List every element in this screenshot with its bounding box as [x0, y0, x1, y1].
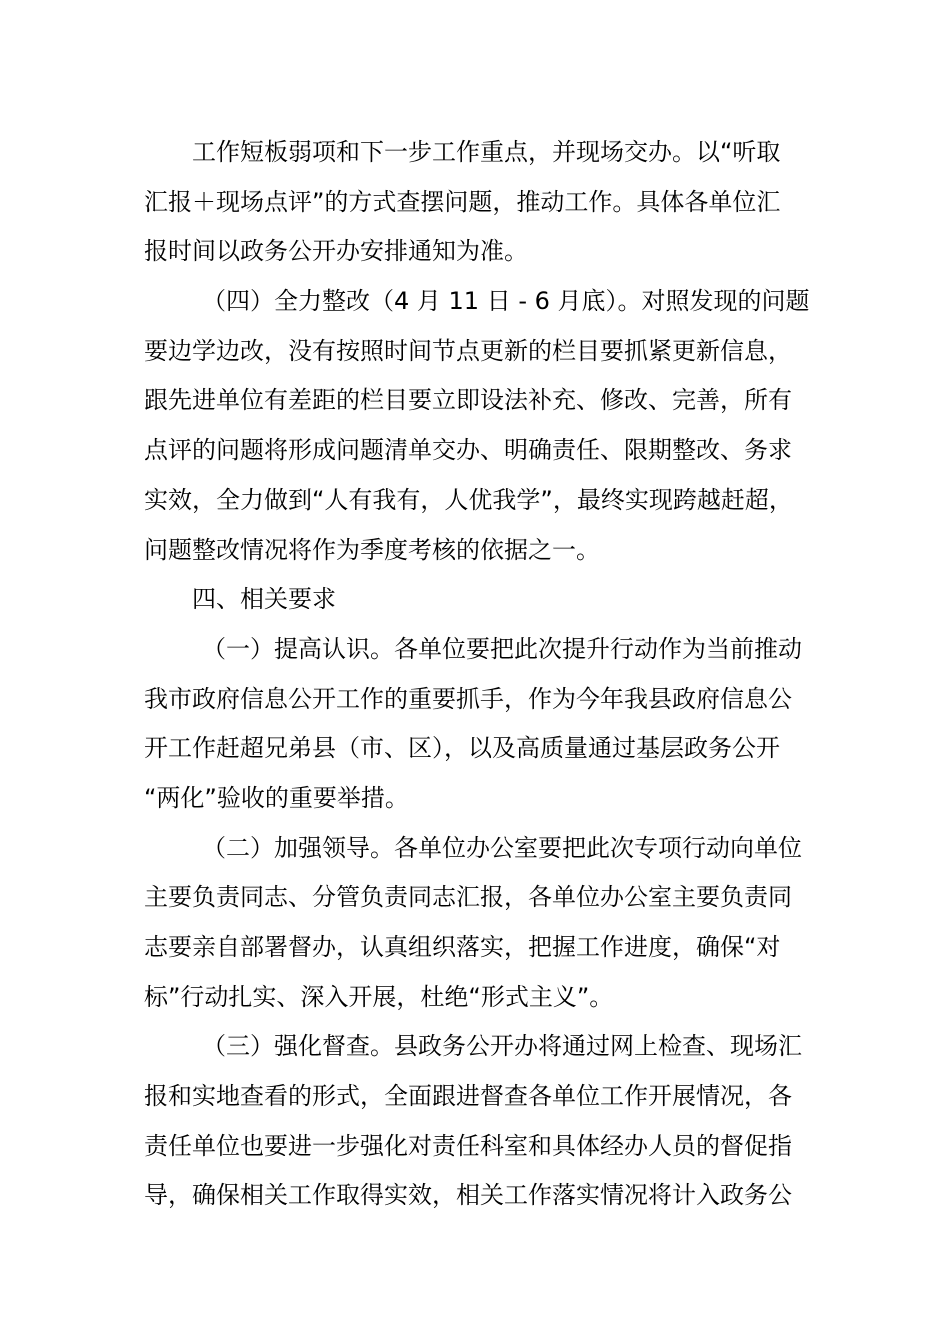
text-line: 跟先进单位有差距的栏目要立即设法补充、修改、完善，所有 [144, 386, 792, 415]
text-line: （一）提高认识。各单位要把此次提升行动作为当前推动 [202, 634, 802, 663]
text-line: 点评的问题将形成问题清单交办、明确责任、限期整改、务求 [144, 436, 792, 465]
text-line: 要边学边改，没有按照时间节点更新的栏目要抓紧更新信息， [144, 336, 792, 365]
document-body [144, 128, 816, 1221]
section-heading: 四、相关要求 [192, 585, 336, 614]
text-line: 工作短板弱项和下一步工作重点，并现场交办。以“听取 [192, 138, 781, 166]
text-line: 标”行动扎实、深入开展，杜绝“形式主义”。 [144, 982, 614, 1011]
text-line: “两化”验收的重要举措。 [144, 783, 409, 812]
text-line: 志要亲自部署督办，认真组织落实，把握工作进度，确保“对 [144, 933, 781, 961]
text-line: 实效，全力做到“人有我有，人优我学”，最终实现跨越赶超， [144, 485, 793, 514]
text-line: 报和实地查看的形式，全面跟进督查各单位工作开展情况，各 [144, 1082, 792, 1111]
text-line: （四）全力整改（4 月 11 日 - 6 月底）。对照发现的问题 [202, 287, 810, 316]
text-line: 导，确保相关工作取得实效，相关工作落实情况将计入政务公 [144, 1181, 792, 1210]
text-line: 问题整改情况将作为季度考核的依据之一。 [144, 535, 600, 564]
text-line: 我市政府信息公开工作的重要抓手，作为今年我县政府信息公 [144, 684, 792, 713]
text-line: 主要负责同志、分管负责同志汇报，各单位办公室主要负责同 [144, 883, 792, 912]
text-line: （二）加强领导。各单位办公室要把此次专项行动向单位 [202, 833, 802, 862]
text-line: （三）强化督查。县政务公开办将通过网上检查、现场汇 [202, 1032, 802, 1061]
text-line: 报时间以政务公开办安排通知为准。 [144, 237, 528, 266]
text-line: 开工作赶超兄弟县（市、区），以及高质量通过基层政务公开 [144, 734, 780, 763]
text-line: 汇报＋现场点评”的方式查摆问题，推动工作。具体各单位汇 [144, 187, 781, 216]
text-line: 责任单位也要进一步强化对责任科室和具体经办人员的督促指 [144, 1131, 792, 1160]
